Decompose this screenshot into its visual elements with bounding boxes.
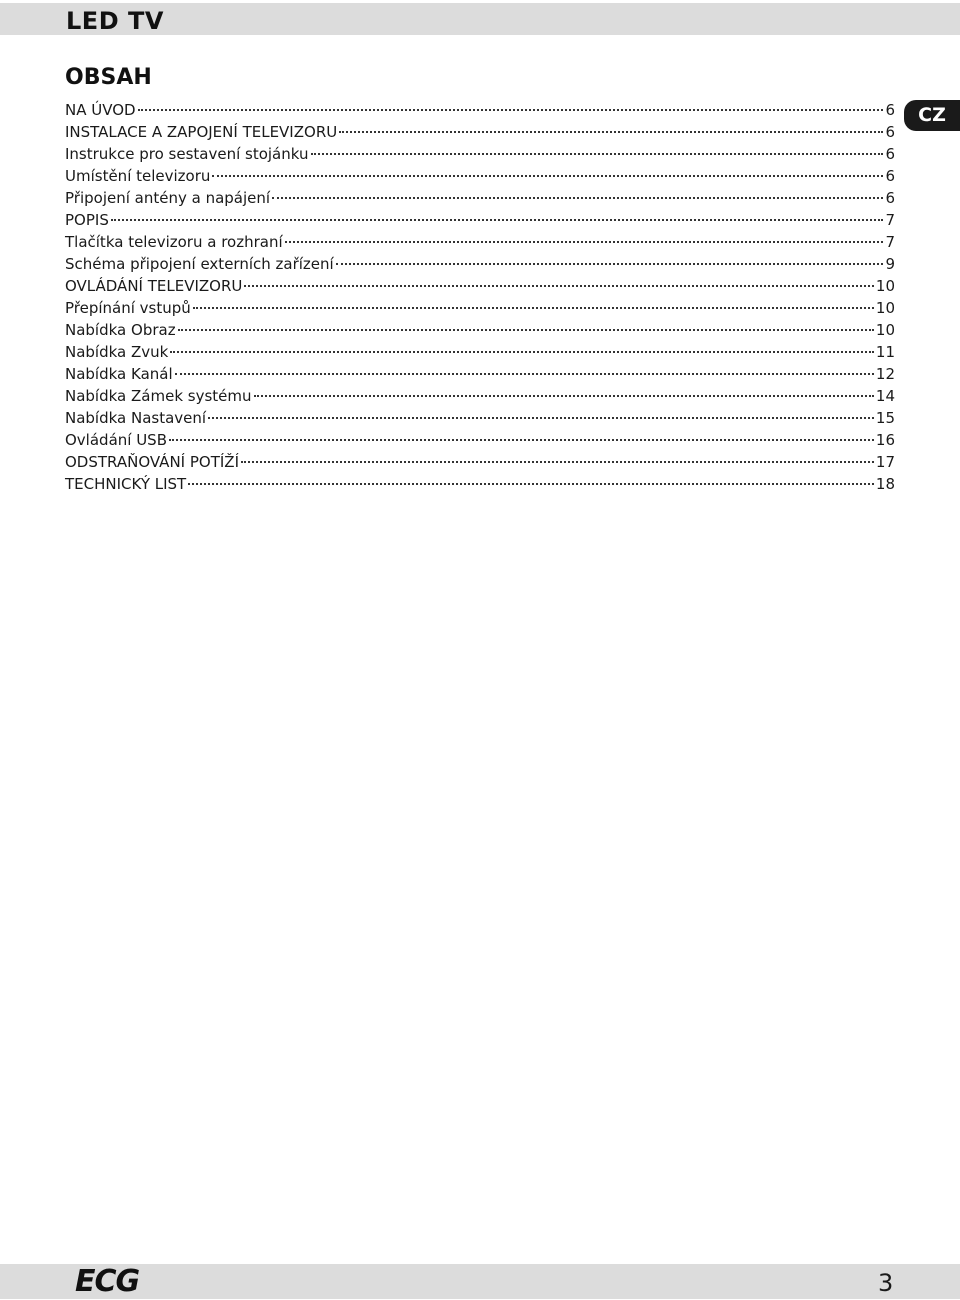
toc-dot-leader [170,350,874,353]
toc-entry[interactable] [65,253,895,275]
document-title: LED TV [66,7,164,35]
toc-entry-label: Tlačítka televizoru a rozhraní [65,233,283,251]
toc-dot-leader [339,130,883,133]
toc-entry-label: Schéma připojení externích zařízení [65,255,334,273]
toc-dot-leader [175,372,874,375]
toc-dot-leader [212,174,883,177]
toc-dot-leader [169,438,874,441]
toc-dot-leader [272,196,883,199]
toc-entry-page: 15 [875,409,895,427]
toc-entry[interactable] [65,319,895,341]
toc-dot-leader [241,460,874,463]
toc-entry-label: Instrukce pro sestavení stojánku [65,145,309,163]
toc-dot-leader [138,108,884,111]
toc-heading: OBSAH [65,65,152,90]
toc-entry-label: Nabídka Nastavení [65,409,207,427]
toc-entry-page: 6 [885,189,895,207]
toc-entry[interactable] [65,187,895,209]
toc-dot-leader [254,394,874,397]
toc-entry[interactable] [65,341,895,363]
toc-entry-page: 7 [885,233,895,251]
toc-entry-page: 6 [885,167,895,185]
toc-entry-page: 6 [885,145,895,163]
footer-bar [0,1264,960,1299]
toc-dot-leader [111,218,884,221]
toc-entry-page: 6 [885,123,895,141]
toc-dot-leader [244,284,874,287]
toc-entry[interactable] [65,385,895,407]
toc-entry-page: 10 [875,299,895,317]
toc-entry[interactable] [65,407,895,429]
toc-entry-page: 11 [875,343,895,361]
toc-entry-page: 10 [875,277,895,295]
toc-dot-leader [311,152,884,155]
toc-dot-leader [336,262,884,265]
toc-entry-page: 14 [875,387,895,405]
toc-dot-leader [188,482,874,485]
toc-entry-page: 17 [875,453,895,471]
toc-entry-page: 6 [885,101,895,119]
toc-entry-label: INSTALACE A ZAPOJENÍ TELEVIZORU [65,123,338,141]
toc-entry-label: ODSTRAŇOVÁNÍ POTÍŽÍ [65,453,239,471]
toc-entry-label: NA ÚVOD [65,101,136,119]
toc-entry[interactable] [65,99,895,121]
toc-entry[interactable] [65,451,895,473]
toc-entry-label: Připojení antény a napájení [65,189,271,207]
toc-entry-label: Umístění televizoru [65,167,211,185]
toc-entry-label: Nabídka Kanál [65,365,173,383]
page-number: 3 [878,1269,894,1297]
toc-entry[interactable] [65,143,895,165]
brand-logo: ECG [75,1264,140,1299]
toc-entry[interactable] [65,363,895,385]
toc-entry[interactable] [65,231,895,253]
toc-entry[interactable] [65,275,895,297]
toc-dot-leader [193,306,874,309]
toc-entry-page: 9 [885,255,895,273]
language-tab: CZ [904,100,960,131]
toc-entry-label: Nabídka Zámek systému [65,387,252,405]
toc-entry-page: 12 [875,365,895,383]
toc-dot-leader [208,416,874,419]
toc-entry-page: 7 [885,211,895,229]
toc-dot-leader [178,328,874,331]
toc-entry-page: 10 [875,321,895,339]
toc-dot-leader [285,240,884,243]
toc-entry-label: TECHNICKÝ LIST [65,475,187,493]
toc-entry[interactable] [65,297,895,319]
toc-entry[interactable] [65,473,895,495]
header-bar [0,3,960,35]
table-of-contents [65,99,895,495]
toc-entry[interactable] [65,209,895,231]
toc-entry-page: 16 [875,431,895,449]
toc-entry-label: POPIS [65,211,109,229]
toc-entry[interactable] [65,429,895,451]
toc-entry-label: Nabídka Zvuk [65,343,169,361]
toc-entry-label: Ovládání USB [65,431,167,449]
toc-entry-label: Nabídka Obraz [65,321,176,339]
toc-entry[interactable] [65,165,895,187]
toc-entry[interactable] [65,121,895,143]
toc-entry-label: OVLÁDÁNÍ TELEVIZORU [65,277,243,295]
toc-entry-page: 18 [875,475,895,493]
toc-entry-label: Přepínání vstupů [65,299,191,317]
